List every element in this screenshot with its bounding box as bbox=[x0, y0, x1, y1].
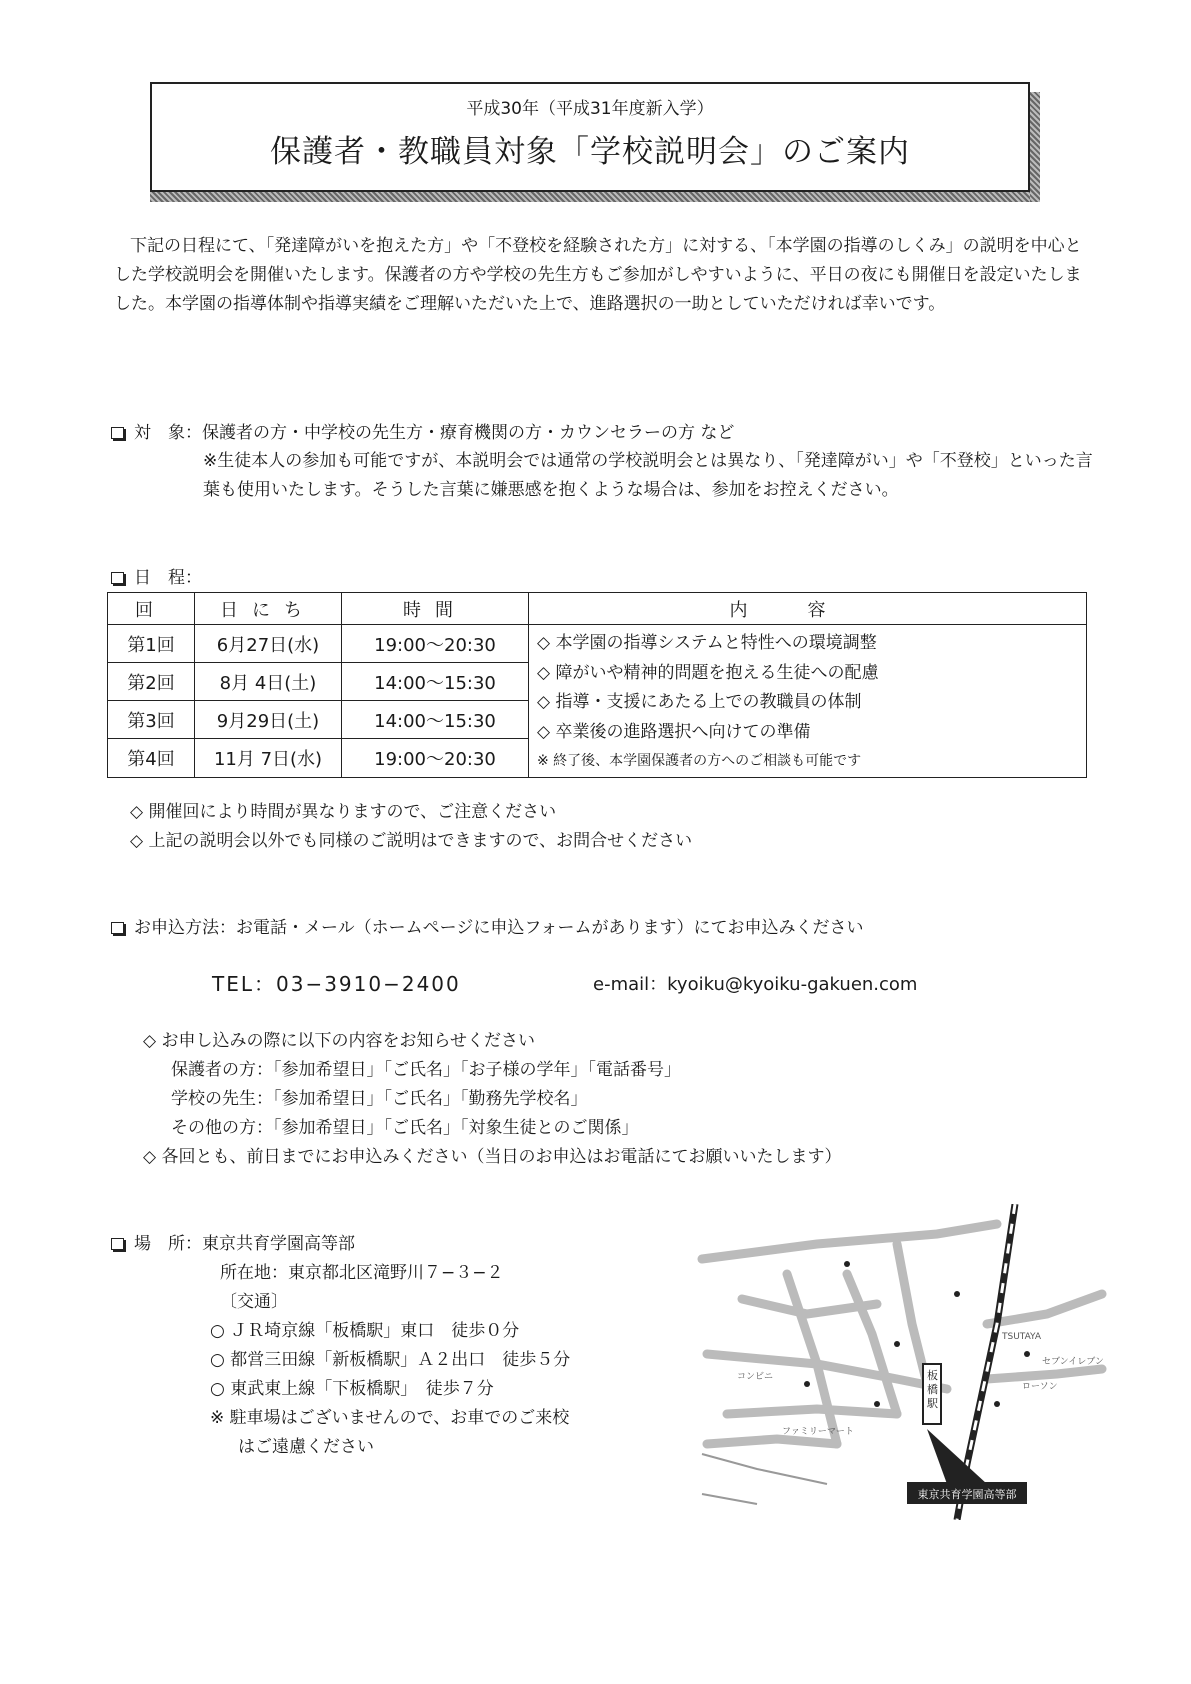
map-poi bbox=[954, 1291, 960, 1297]
row-no: 第2回 bbox=[108, 663, 195, 701]
square-bullet-icon bbox=[111, 922, 124, 934]
contact-tel: TEL：03−3910−2400 bbox=[212, 972, 461, 996]
header-no: 回 bbox=[108, 593, 195, 625]
map-road bbox=[702, 1224, 997, 1259]
row-time: 19:00〜20:30 bbox=[342, 739, 529, 777]
apply-info-line: その他の方：「参加希望日」「ご氏名」「対象生徒とのご関係」 bbox=[171, 1118, 639, 1138]
target-section bbox=[111, 418, 734, 443]
school-pointer bbox=[927, 1429, 987, 1484]
map-poi bbox=[994, 1401, 1000, 1407]
target-value: 保護者の方・中学校の先生方・療育機関の方・カウンセラーの方 など bbox=[202, 423, 735, 443]
venue-section bbox=[111, 1229, 355, 1254]
apply-section bbox=[111, 913, 863, 938]
page-title: 保護者・教職員対象「学校説明会」のご案内 bbox=[270, 134, 910, 170]
square-bullet-icon bbox=[111, 572, 124, 584]
content-cell bbox=[529, 625, 1087, 778]
map-poi bbox=[804, 1381, 810, 1387]
content-item: ◇ 指導・支援にあたる上での教職員の体制 bbox=[537, 692, 862, 712]
content-item: ◇ 障がいや精神的問題を抱える生徒への配慮 bbox=[537, 662, 879, 683]
header-time: 時間 bbox=[342, 593, 529, 625]
row-date: 6月27日(水) bbox=[195, 625, 342, 663]
intro-paragraph: 下記の日程にて、「発達障がいを抱えた方」や「不登校を経験された方」に対する、「本学園の指導のしくみ」の説明を中心とした学校説明会を開催いたします。保護者の方や学校の先生方もご参加がしやすいように、平日の夜にも開催日を設定いたしました。本学園の指導体制や指導実績をご理解いただいた上で、進路選択の一助としていただければ幸いです。 bbox=[114, 236, 1082, 314]
access-item-cont: はご遠慮ください bbox=[238, 1437, 374, 1457]
title-shadow bbox=[150, 192, 1030, 202]
row-no: 第3回 bbox=[108, 701, 195, 739]
venue-address: 所在地：東京都北区滝野川７−３−２ bbox=[220, 1263, 504, 1283]
map-roads bbox=[702, 1224, 1102, 1444]
apply-label: お申込方法： bbox=[134, 918, 236, 938]
row-time: 14:00〜15:30 bbox=[342, 701, 529, 739]
schedule-section bbox=[111, 563, 202, 588]
map-label-familymart: ファミリーマート bbox=[782, 1427, 854, 1437]
map-label-konbini: コンビニ bbox=[737, 1372, 774, 1382]
map-poi bbox=[1024, 1351, 1030, 1357]
content-note: ※ 終了後、本学園保護者の方へのご相談も可能です bbox=[537, 753, 862, 769]
school-label: 東京共育学園高等部 bbox=[917, 1488, 1017, 1501]
schedule-note: ◇ 上記の説明会以外でも同様のご説明はできますので、お問合せください bbox=[130, 831, 693, 851]
schedule-note: ◇ 開催回により時間が異なりますので、ご注意ください bbox=[130, 802, 557, 822]
access-label: 〔交通〕 bbox=[220, 1292, 288, 1312]
map-line bbox=[702, 1454, 827, 1484]
map-rail-frame bbox=[702, 1454, 827, 1504]
map-label-lawson: ローソン bbox=[1022, 1382, 1058, 1392]
row-date: 8月 4日(土) bbox=[195, 663, 342, 701]
access-item: ○ ＪＲ埼京線「板橋駅」東口 徒歩０分 bbox=[210, 1321, 520, 1341]
table-row bbox=[108, 625, 1087, 663]
map-label-tsutaya: TSUTAYA bbox=[1002, 1332, 1042, 1342]
map-poi bbox=[844, 1261, 850, 1267]
venue-label: 場 所： bbox=[134, 1234, 202, 1254]
map-road bbox=[987, 1369, 1102, 1379]
map-drawing bbox=[697, 1204, 1107, 1520]
apply-info-head: ◇ お申し込みの際に以下の内容をお知らせください bbox=[143, 1031, 535, 1051]
apply-deadline: ◇ 各回とも、前日までにお申込みください（当日のお申込はお電話にてお願いいたします） bbox=[143, 1147, 842, 1167]
apply-value: お電話・メール（ホームページに申込フォームがあります）にてお申込みください bbox=[236, 918, 864, 938]
schedule-table bbox=[107, 592, 1087, 778]
content-item: ◇ 本学園の指導システムと特性への環境調整 bbox=[537, 633, 877, 653]
row-no: 第4回 bbox=[108, 739, 195, 777]
row-date: 11月 7日(水) bbox=[195, 739, 342, 777]
station-label: 板橋駅 bbox=[927, 1369, 938, 1410]
content-item: ◇ 卒業後の進路選択へ向けての準備 bbox=[537, 721, 811, 742]
table-header-row bbox=[108, 593, 1087, 625]
map-road bbox=[707, 1439, 837, 1444]
square-bullet-icon bbox=[111, 1238, 124, 1250]
target-note: ※生徒本人の参加も可能ですが、本説明会では通常の学校説明会とは異なり、「発達障がい」や「不登校」といった言葉も使用いたします。そうした言葉に嫌悪感を抱くような場合は、参加をお控えください。 bbox=[203, 451, 1093, 500]
map-road bbox=[727, 1409, 897, 1414]
map-road bbox=[847, 1274, 897, 1414]
access-item: ○ 都営三田線「新板橋駅」Ａ２出口 徒歩５分 bbox=[210, 1350, 571, 1370]
access-item: ※ 駐車場はございませんので、お車でのご来校 bbox=[210, 1408, 570, 1428]
row-date: 9月29日(土) bbox=[195, 701, 342, 739]
header-date: 日にち bbox=[195, 593, 342, 625]
square-bullet-icon bbox=[111, 427, 124, 439]
access-item: ○ 東武東上線「下板橋駅」 徒歩７分 bbox=[210, 1379, 494, 1399]
title-shadow-right bbox=[1030, 92, 1040, 202]
contact-email: e-mail：kyoiku@kyoiku-gakuen.com bbox=[593, 974, 918, 995]
apply-info-line: 学校の先生：「参加希望日」「ご氏名」「勤務先学校名」 bbox=[171, 1089, 588, 1109]
map-poi bbox=[894, 1341, 900, 1347]
map-poi bbox=[874, 1401, 880, 1407]
target-label: 対 象： bbox=[134, 423, 202, 443]
schedule-label: 日 程： bbox=[134, 568, 202, 588]
map-line bbox=[702, 1494, 757, 1504]
header-content: 内容 bbox=[529, 593, 1087, 625]
map-label-seven: セブンイレブン bbox=[1042, 1357, 1104, 1367]
row-time: 14:00〜15:30 bbox=[342, 663, 529, 701]
venue-name: 東京共育学園高等部 bbox=[202, 1234, 355, 1254]
row-time: 19:00〜20:30 bbox=[342, 625, 529, 663]
row-no: 第1回 bbox=[108, 625, 195, 663]
title-subtitle: 平成30年（平成31年度新入学） bbox=[466, 99, 714, 119]
access-map bbox=[697, 1204, 1107, 1520]
apply-info-line: 保護者の方：「参加希望日」「ご氏名」「お子様の学年」「電話番号」 bbox=[171, 1060, 681, 1080]
